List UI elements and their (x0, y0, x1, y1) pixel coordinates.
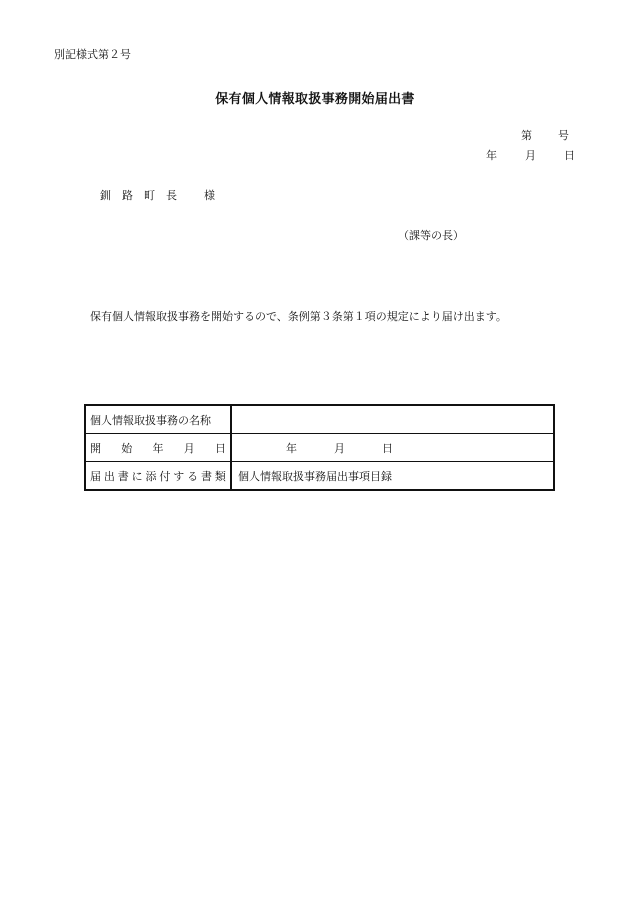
start-date-year: 年 (286, 441, 297, 455)
label-char: 年 (152, 441, 164, 455)
label-char: 始 (121, 441, 133, 455)
label-char: 類 (214, 469, 226, 483)
addressee-honorific: 様 (204, 189, 215, 202)
table-row (85, 405, 554, 434)
sender-label: （課等の長） (398, 229, 464, 242)
addressee (100, 187, 215, 203)
table-row (85, 434, 554, 462)
document-number (521, 127, 569, 143)
form-number: 別記様式第２号 (54, 48, 131, 61)
addressee-char: 釧 (100, 189, 122, 202)
label-char: 月 (183, 441, 195, 455)
label-char: 書 (117, 469, 129, 483)
row-value-start-date (231, 434, 554, 462)
label-char: 添 (145, 469, 157, 483)
row-label-attachment (85, 462, 231, 491)
start-date-day: 日 (382, 441, 393, 455)
label-char: る (187, 469, 199, 483)
body-text: 保有個人情報取扱事務を開始するので、条例第３条第１項の規定により届け出ます。 (90, 310, 507, 323)
label-char: 付 (159, 469, 171, 483)
doc-date-day: 日 (564, 149, 575, 162)
row-value-name (231, 405, 554, 434)
addressee-char: 町 (144, 189, 166, 202)
label-char: す (173, 469, 185, 483)
document-date (486, 147, 575, 163)
label-char: 出 (103, 469, 115, 483)
doc-number-go: 号 (558, 129, 569, 142)
row-label-name: 個人情報取扱事務の名称 (85, 405, 231, 434)
start-date-month: 月 (334, 441, 345, 455)
doc-number-dai: 第 (521, 129, 532, 142)
label-char: 日 (215, 441, 226, 455)
row-value-attachment: 個人情報取扱事務届出事項目録 (231, 462, 554, 491)
label-char: 届 (90, 469, 101, 483)
doc-date-month: 月 (525, 149, 536, 162)
document-title: 保有個人情報取扱事務開始届出書 (215, 92, 415, 107)
doc-date-year: 年 (486, 149, 497, 162)
label-char: 書 (201, 469, 212, 483)
info-table (84, 404, 555, 491)
addressee-char: 路 (122, 189, 144, 202)
label-char: に (131, 469, 143, 483)
addressee-char: 長 (166, 189, 188, 202)
table-row (85, 462, 554, 491)
row-label-start-date (85, 434, 231, 462)
label-char: 開 (90, 441, 101, 455)
